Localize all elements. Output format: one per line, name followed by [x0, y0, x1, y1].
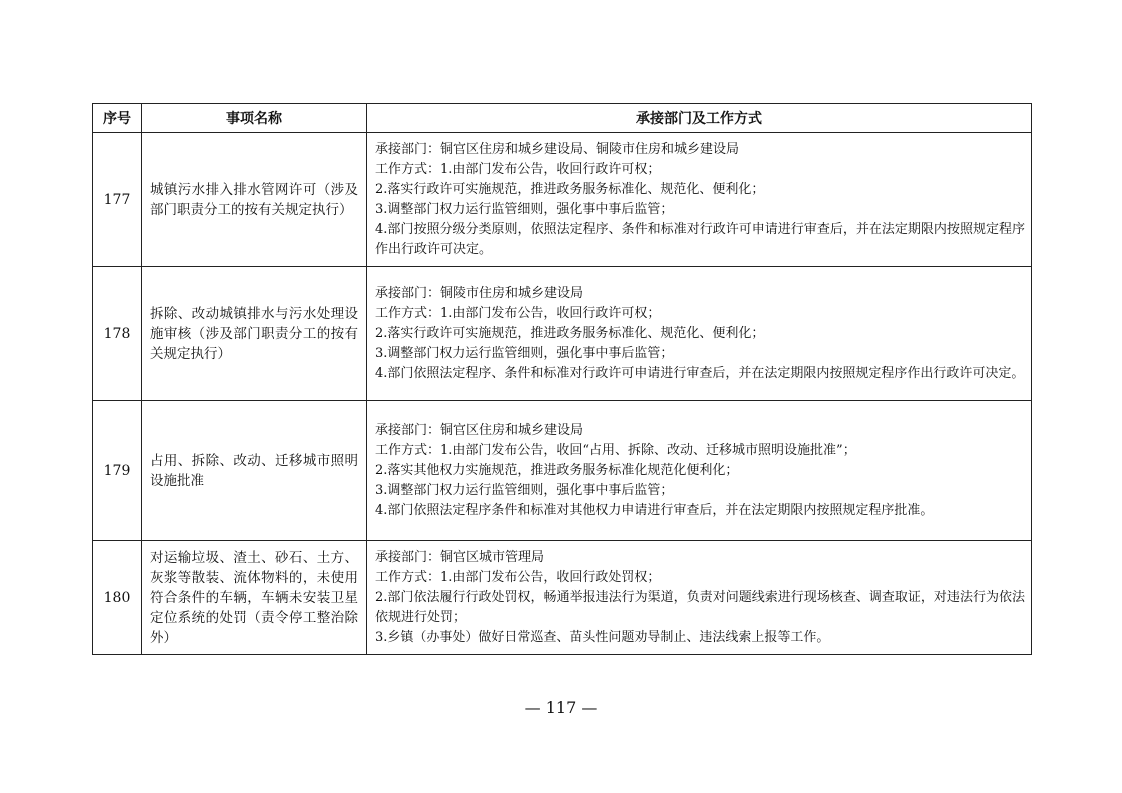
dept-method — [367, 401, 1032, 541]
table-row — [93, 541, 1032, 655]
row-number: 177 — [93, 133, 142, 267]
dept-method — [367, 267, 1032, 401]
dept-line: 2.落实行政许可实施规范，推进政务服务标准化、规范化、便利化； — [375, 181, 765, 197]
dept-line: 工作方式：1.由部门发布公告，收回行政许可权； — [375, 305, 661, 321]
document-table — [92, 103, 1032, 655]
item-name: 城镇污水排入排水管网许可（涉及部门职责分工的按有关规定执行） — [142, 133, 367, 267]
dept-method — [367, 133, 1032, 267]
header-seq: 序号 — [93, 104, 142, 133]
dept-line: 承接部门：铜官区住房和城乡建设局 — [375, 422, 584, 438]
row-number: 178 — [93, 267, 142, 401]
header-dept-method: 承接部门及工作方式 — [367, 104, 1032, 133]
item-name: 占用、拆除、改动、迁移城市照明设施批准 — [142, 401, 367, 541]
item-name: 拆除、改动城镇排水与污水处理设施审核（涉及部门职责分工的按有关规定执行） — [142, 267, 367, 401]
dept-line: 承接部门：铜陵市住房和城乡建设局 — [375, 285, 584, 301]
dept-line: 2.部门依法履行行政处罚权，畅通举报违法行为渠道，负责对问题线索进行现场核查、调查取证，对违法行为依法依规进行处罚； — [375, 589, 1025, 625]
dept-line: 4.部门按照分级分类原则，依照法定程序、条件和标准对行政许可申请进行审查后，并在法定期限内按照规定程序作出行政许可决定。 — [375, 221, 1025, 257]
row-number: 180 — [93, 541, 142, 655]
dept-method — [367, 541, 1032, 655]
table-header-row — [93, 104, 1032, 133]
table-row — [93, 401, 1032, 541]
dept-line: 工作方式：1.由部门发布公告，收回“占用、拆除、改动、迁移城市照明设施批准”； — [375, 442, 856, 458]
dept-line: 3.调整部门权力运行监管细则，强化事中事后监管； — [375, 345, 674, 361]
table-row — [93, 267, 1032, 401]
page-number: — 117 — — [524, 698, 598, 717]
dept-line: 4.部门依照法定程序条件和标准对其他权力申请进行审查后，并在法定期限内按照规定程序批准。 — [375, 502, 934, 518]
item-name: 对运输垃圾、渣土、砂石、土方、灰浆等散装、流体物料的，未使用符合条件的车辆，车辆未安装卫星定位系统的处罚（责令停工整治除外） — [142, 541, 367, 655]
dept-line: 工作方式：1.由部门发布公告，收回行政许可权； — [375, 161, 661, 177]
dept-line: 承接部门：铜官区城市管理局 — [375, 549, 545, 565]
dept-line: 3.调整部门权力运行监管细则，强化事中事后监管； — [375, 201, 674, 217]
dept-line: 工作方式：1.由部门发布公告，收回行政处罚权； — [375, 569, 661, 585]
dept-line: 3.乡镇（办事处）做好日常巡查、苗头性问题劝导制止、违法线索上报等工作。 — [375, 629, 830, 645]
row-number: 179 — [93, 401, 142, 541]
dept-line: 3.调整部门权力运行监管细则，强化事中事后监管； — [375, 482, 674, 498]
dept-line: 4.部门依照法定程序、条件和标准对行政许可申请进行审查后，并在法定期限内按照规定程序作出行政许可决定。 — [375, 365, 1025, 381]
table-row — [93, 133, 1032, 267]
dept-line: 承接部门：铜官区住房和城乡建设局、铜陵市住房和城乡建设局 — [375, 141, 740, 157]
header-item-name: 事项名称 — [142, 104, 367, 133]
dept-line: 2.落实其他权力实施规范，推进政务服务标准化规范化便利化； — [375, 462, 739, 478]
dept-line: 2.落实行政许可实施规范，推进政务服务标准化、规范化、便利化； — [375, 325, 765, 341]
